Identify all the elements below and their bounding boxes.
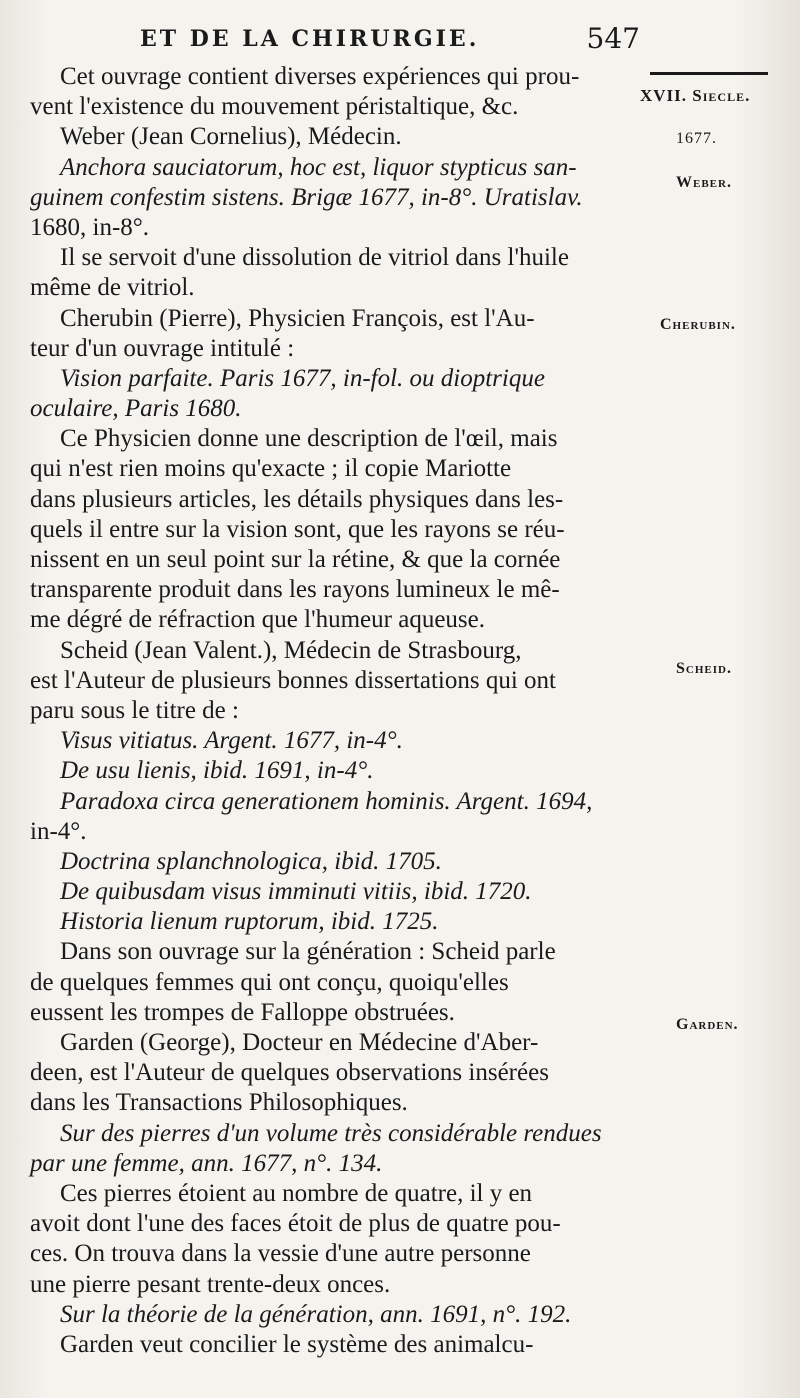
text-line: par une femme, ann. 1677, n°. 134. xyxy=(30,1149,383,1177)
text-line: nissent en un seul point sur la rétine, & que la cornée xyxy=(30,546,561,573)
text-line: Il se servoit d'une dissolution de vitriol dans l'huile xyxy=(60,244,569,272)
text-line: teur d'un ouvrage intitulé : xyxy=(30,334,295,362)
text-line: Doctrina splanchnologica, ibid. 1705. xyxy=(60,847,442,875)
text-line: de quelques femmes qui ont conçu, quoiqu'elles xyxy=(30,968,509,996)
text-line: Paradoxa circa generationem hominis. Argent. 1694, xyxy=(60,787,593,815)
text-line: De quibusdam visus imminuti vitiis, ibid. 1720. xyxy=(60,878,532,906)
text-line: in-4°. xyxy=(30,817,87,845)
margin-garden: Garden. xyxy=(676,1016,739,1033)
running-head-title: ET DE LA CHIRURGIE. xyxy=(140,26,480,52)
text-line: eussent les trompes de Falloppe obstruées. xyxy=(30,998,455,1026)
text-line: quels il entre sur la vision sont, que les rayons se réu- xyxy=(30,515,565,543)
margin-rule xyxy=(650,72,768,75)
text-line: Garden veut concilier le système des animalcu- xyxy=(60,1330,534,1358)
margin-year: 1677. xyxy=(676,130,717,147)
text-line: me dégré de réfraction que l'humeur aqueuse. xyxy=(30,606,485,634)
body-text xyxy=(30,62,650,1360)
text-line: dans les Transactions Philosophiques. xyxy=(30,1089,408,1117)
text-line: Cet ouvrage contient diverses expériences qui prou- xyxy=(60,63,580,90)
text-line: est l'Auteur de plusieurs bonnes dissertations qui ont xyxy=(30,666,556,694)
text-line: 1680, in-8°. xyxy=(30,213,150,241)
text-line: Scheid (Jean Valent.), Médecin de Strasbourg, xyxy=(60,636,522,664)
text-line: Anchora sauciatorum, hoc est, liquor stypticus san- xyxy=(60,153,577,181)
text-line: Ces pierres étoient au nombre de quatre, il y en xyxy=(60,1179,533,1207)
text-line: deen, est l'Auteur de quelques observations insérées xyxy=(30,1059,549,1087)
text-line: Cherubin (Pierre), Physicien François, est l'Au- xyxy=(60,304,535,332)
text-line: guinem confestim sistens. Brigæ 1677, in-8°. Uratislav. xyxy=(30,183,583,211)
text-line: oculaire, Paris 1680. xyxy=(30,395,242,423)
text-line: paru sous le titre de : xyxy=(30,696,239,724)
text-line: Dans son ouvrage sur la génération : Scheid parle xyxy=(60,938,556,966)
text-line: Vision parfaite. Paris 1677, in-fol. ou dioptrique xyxy=(60,364,545,392)
text-line: Sur des pierres d'un volume très considérable rendues xyxy=(60,1119,602,1147)
page-number: 547 xyxy=(586,22,640,55)
text-line: ces. On trouva dans la vessie d'une autre personne xyxy=(30,1240,531,1268)
text-line: Weber (Jean Cornelius), Médecin. xyxy=(60,123,402,151)
text-line: Garden (George), Docteur en Médecine d'Aber- xyxy=(60,1029,539,1056)
text-line: dans plusieurs articles, les détails physiques dans les- xyxy=(30,485,564,513)
text-line: Visus vitiatus. Argent. 1677, in-4°. xyxy=(60,727,403,755)
running-head xyxy=(140,22,640,58)
margin-weber: Weber. xyxy=(676,174,732,191)
text-line: Historia lienum ruptorum, ibid. 1725. xyxy=(60,908,439,936)
text-line: avoit dont l'une des faces étoit de plus de quatre pou- xyxy=(30,1210,561,1238)
text-line: transparente produit dans les rayons lumineux le mê- xyxy=(30,576,560,604)
text-line: qui n'est rien moins qu'exacte ; il copie Mariotte xyxy=(30,455,512,483)
margin-century: XVII. Siecle. xyxy=(640,86,751,105)
margin-scheid: Scheid. xyxy=(676,660,732,677)
text-line: une pierre pesant trente-deux onces. xyxy=(30,1270,391,1298)
text-line: même de vitriol. xyxy=(30,274,195,302)
text-line: Ce Physicien donne une description de l'œil, mais xyxy=(60,425,558,453)
margin-cherubin: Cherubin. xyxy=(660,316,736,333)
text-line: Sur la théorie de la génération, ann. 1691, n°. 192. xyxy=(60,1300,572,1328)
text-line: De usu lienis, ibid. 1691, in-4°. xyxy=(60,757,374,785)
text-line: vent l'existence du mouvement péristaltique, &c. xyxy=(30,93,519,121)
